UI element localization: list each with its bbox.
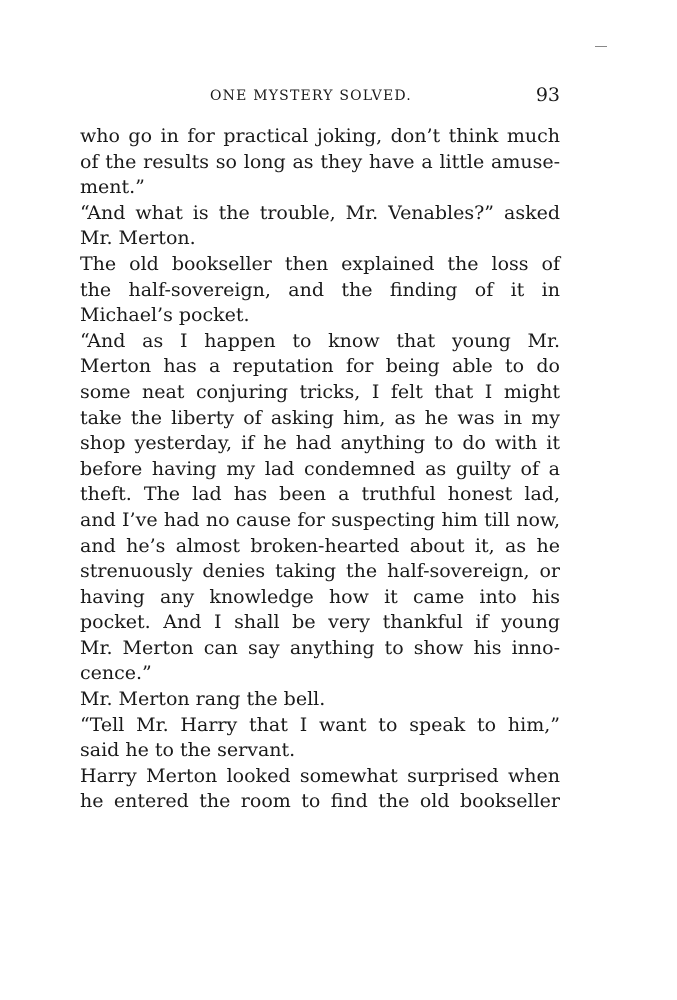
text-line: The old bookseller then explained the loss of	[80, 252, 560, 275]
text-line: pocket. And I shall be very thankful if young	[80, 611, 560, 634]
text-line: shop yesterday, if he had anything to do with it	[80, 432, 560, 455]
text-line: Mr. Merton.	[80, 227, 196, 250]
page-header	[80, 86, 560, 110]
text-line: the half-sovereign, and the finding of it in	[80, 278, 560, 301]
text-line: of the results so long as they have a little amuse-	[80, 150, 560, 173]
text-line: “And what is the trouble, Mr. Venables?” asked	[80, 201, 560, 224]
text-line: cence.”	[80, 662, 152, 685]
text-line: said he to the servant.	[80, 739, 296, 762]
text-line: Michael’s pocket.	[80, 304, 250, 327]
text-line: having any knowledge how it came into his	[80, 585, 560, 608]
text-line: and he’s almost broken-hearted about it, as he	[80, 534, 560, 557]
text-line: Merton has a reputation for being able to do	[80, 355, 560, 378]
text-line: take the liberty of asking him, as he was in my	[80, 406, 560, 429]
text-line: Harry Merton looked somewhat surprised when	[80, 764, 560, 787]
text-line: Mr. Merton rang the bell.	[80, 688, 326, 711]
text-line: and I’ve had no cause for suspecting him till now,	[80, 508, 560, 531]
text-line: he entered the room to find the old bookseller	[80, 790, 560, 813]
text-line: who go in for practical joking, don’t think much	[80, 125, 560, 147]
page-number: 93	[535, 84, 560, 106]
text-line: before having my lad condemned as guilty of a	[80, 457, 560, 480]
running-head: ONE MYSTERY SOLVED.	[210, 88, 412, 104]
body-text	[80, 124, 560, 815]
text-line: some neat conjuring tricks, I felt that I might	[80, 380, 560, 403]
text-line: Mr. Merton can say anything to show his inno-	[80, 636, 560, 659]
text-line: strenuously denies taking the half-sovereign, or	[80, 560, 560, 583]
text-line: “Tell Mr. Harry that I want to speak to him,”	[80, 713, 560, 736]
text-line: ment.”	[80, 176, 145, 199]
margin-mark	[595, 46, 607, 47]
text-line: “And as I happen to know that young Mr.	[80, 329, 560, 352]
text-line: theft. The lad has been a truthful honest lad,	[80, 483, 560, 506]
